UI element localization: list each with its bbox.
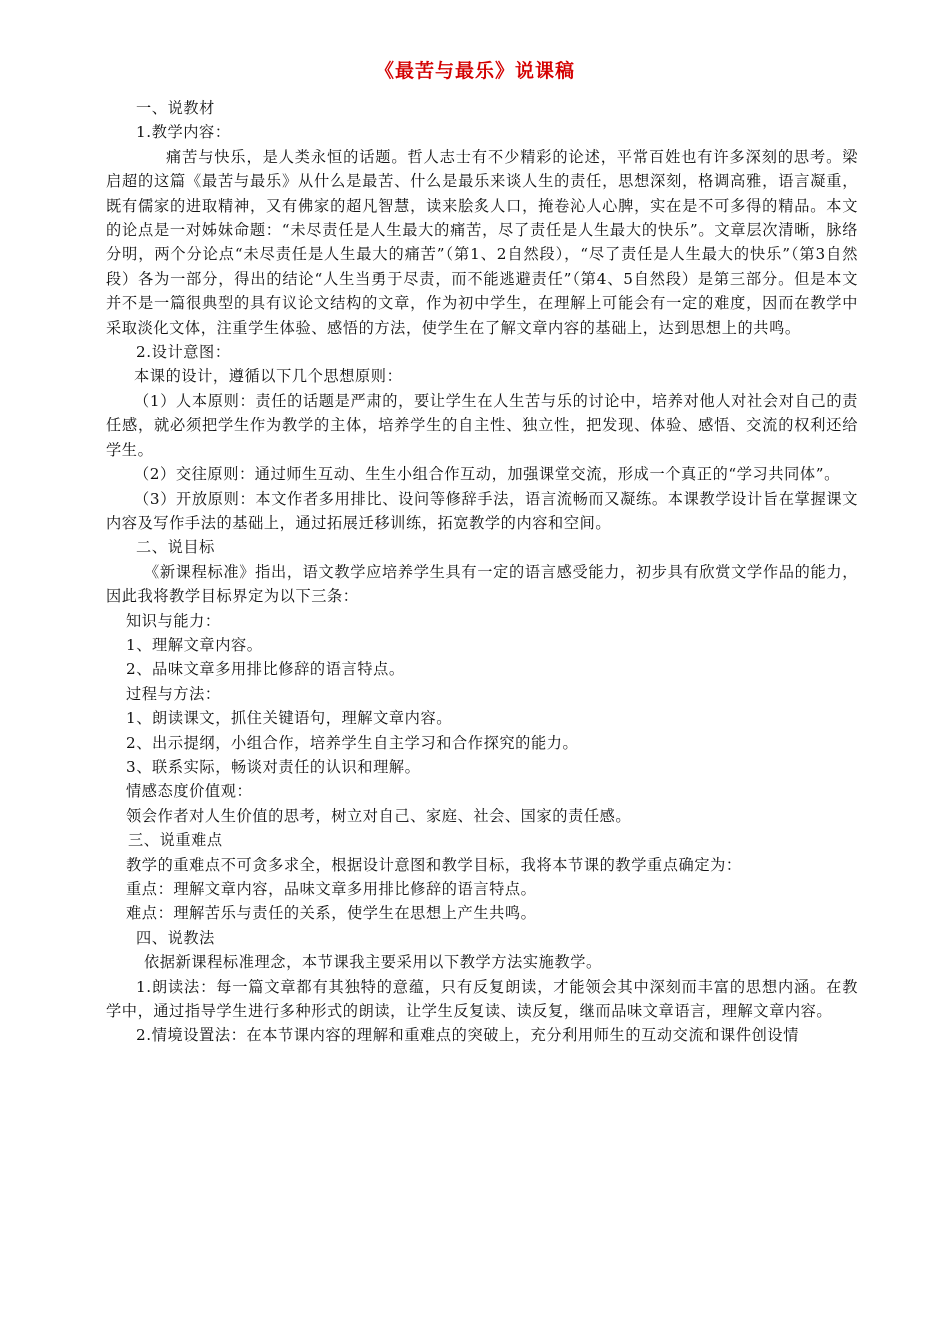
paragraph: 2.设计意图： (136, 343, 231, 362)
paragraph: （1）人本原则：责任的话题是严肃的，要让学生在人生苦与乐的讨论中，培养对他人对社会对自己的责任感，就必须把学生作为教学的主体，培养学生的自主性、独立性，把发现、体验、感悟、交流的权利还给学生。 (106, 391, 858, 459)
paragraph: 难点：理解苦乐与责任的关系，使学生在思想上产生共鸣。 (126, 904, 537, 923)
paragraph: 本课的设计，遵循以下几个思想原则： (134, 367, 403, 386)
document-title: 《最苦与最乐》说课稿 (374, 60, 575, 82)
paragraph: 痛苦与快乐，是人类永恒的话题。哲人志士有不少精彩的论述，平常百姓也有许多深刻的思考。梁启超的这篇《最苦与最乐》从什么是最苦、什么是最乐来谈人生的责任，思想深刻，格调高雅，语言凝重，既有儒家的进取精神，又有佛家的超凡智慧，读来脍炙人口，掩卷沁人心脾，实在是不可多得的精品。本文的论点是一对姊妹命题：“未尽责任是人生最大的痛苦，尽了责任是人生最大的快乐”。文章层次清晰，脉络分明，两个分论点“未尽责任是人生最大的痛苦”（第1、2自然段），“尽了责任是人生最大的快乐”（第3自然段）各为一部分，得出的结论“人生当勇于尽责，而不能逃避责任”（第4、5自然段）是第三部分。但是本文并不是一篇很典型的具有议论文结构的文章，作为初中学生，在理解上可能会有一定的难度，因而在教学中采取淡化文体，注重学生体验、感悟的方法，使学生在了解文章内容的基础上，达到思想上的共鸣。 (106, 147, 858, 337)
paragraph: 领会作者对人生价值的思考，树立对自己、家庭、社会、国家的责任感。 (126, 806, 632, 825)
paragraph: 1.朗读法：每一篇文章都有其独特的意蕴，只有反复朗读，才能领会其中深刻而丰富的思想内涵。在教学中，通过指导学生进行多种形式的朗读，让学生反复读、读反复，继而品味文章语言，理解文章内容。 (106, 977, 858, 1021)
paragraph: 3、联系实际，畅谈对责任的认识和理解。 (126, 757, 421, 776)
paragraph: 情感态度价值观： (126, 782, 253, 801)
paragraph: 2.情境设置法：在本节课内容的理解和重难点的突破上，充分利用师生的互动交流和课件创设情 (136, 1026, 799, 1045)
paragraph: 二、说目标 (136, 538, 215, 557)
paragraph: 2、出示提纲，小组合作，培养学生自主学习和合作探究的能力。 (126, 733, 579, 752)
paragraph: 重点：理解文章内容，品味文章多用排比修辞的语言特点。 (126, 880, 537, 898)
paragraph: 过程与方法： (126, 684, 221, 703)
paragraph: 知识与能力： (126, 611, 221, 630)
paragraph: 教学的重难点不可贪多求全，根据设计意图和教学目标，我将本节课的教学重点确定为： (126, 855, 742, 874)
paragraph: 《新课程标准》指出，语文教学应培养学生具有一定的语言感受能力，初步具有欣赏文学作品的能力，因此我将教学目标界定为以下三条： (106, 562, 858, 606)
document-body (106, 96, 858, 1048)
paragraph: 依据新课程标准理念，本节课我主要采用以下教学方法实施教学。 (144, 953, 602, 972)
paragraph: 1.教学内容： (136, 123, 231, 142)
paragraph: 1、朗读课文，抓住关键语句，理解文章内容。 (126, 709, 453, 728)
paragraph: 四、说教法 (136, 928, 215, 947)
paragraph: 三、说重难点 (128, 831, 223, 850)
paragraph: 2、品味文章多用排比修辞的语言特点。 (126, 660, 405, 679)
paragraph: 1、理解文章内容。 (126, 635, 263, 654)
paragraph: 一、说教材 (136, 99, 215, 117)
paragraph: （2）交往原则：通过师生互动、生生小组合作互动，加强课堂交流，形成一个真正的“学习共同体”。 (134, 465, 840, 484)
paragraph: （3）开放原则：本文作者多用排比、设问等修辞手法，语言流畅而又凝练。本课教学设计旨在掌握课文内容及写作手法的基础上，通过拓展迁移训练，拓宽教学的内容和空间。 (106, 489, 858, 532)
